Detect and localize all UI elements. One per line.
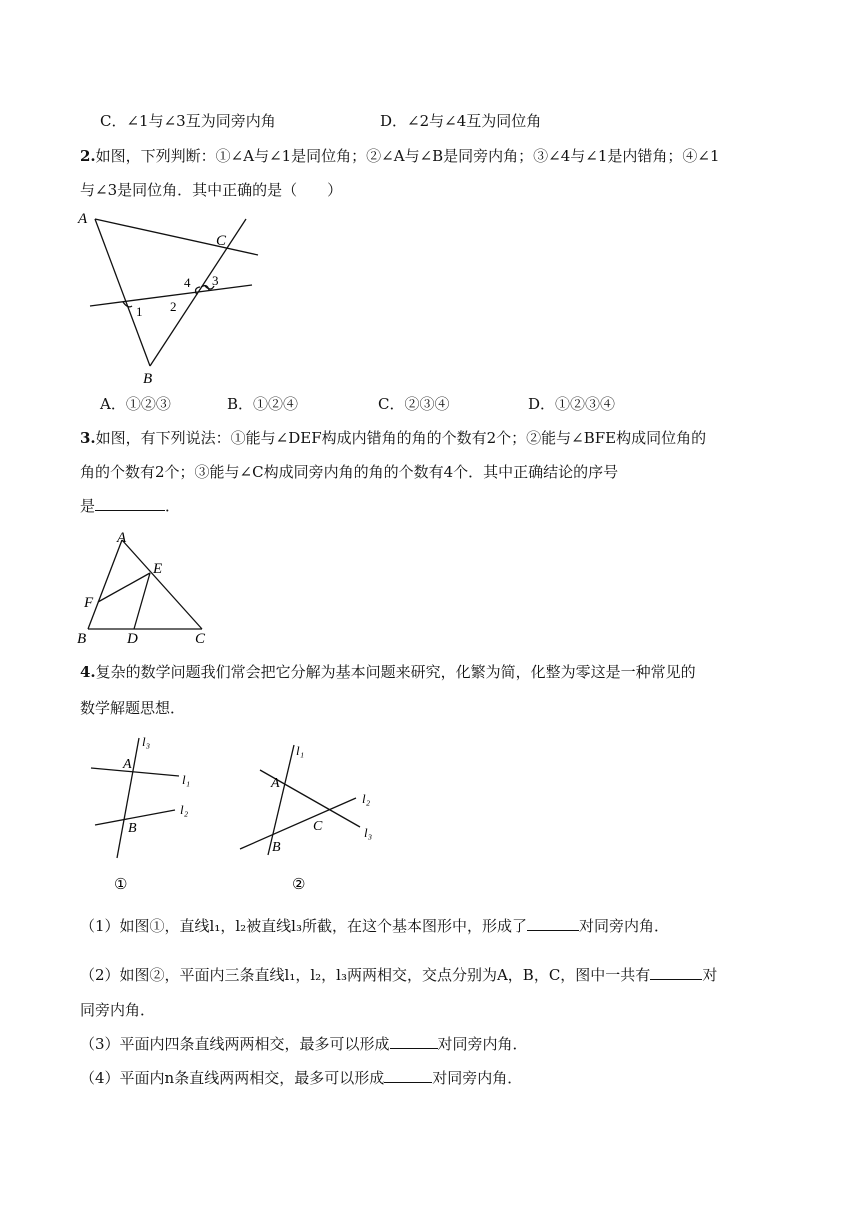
q1-option-d[interactable]: D．∠2与∠4互为同位角 — [380, 112, 542, 130]
q4-text-1: 复杂的数学问题我们常会把它分解为基本问题来研究，化繁为简，化整为零这是一种常见的 — [95, 663, 696, 681]
q2-option-b[interactable]: B．①②④ — [227, 395, 299, 413]
q4-sub3 — [80, 1034, 528, 1054]
q3-number: 3. — [80, 429, 96, 447]
q4-fig1-caption: ① — [114, 877, 128, 893]
q4-fig2-caption: ② — [292, 877, 306, 893]
q3-segment-fe — [98, 573, 150, 602]
q2-label-3: 3 — [212, 273, 219, 288]
q4-sub3-text-post: 对同旁内角． — [437, 1035, 528, 1053]
q4-sub4 — [80, 1068, 522, 1088]
q4-sub2-text-pre: （2）如图②，平面内三条直线l₁，l₂，l₃两两相交，交点分别为A，B，C，图中一共有 — [80, 966, 651, 984]
q4-sub3-text-pre: （3）平面内四条直线两两相交，最多可以形成 — [80, 1035, 390, 1053]
q4-fig1-label-l1: l₁ — [182, 772, 191, 787]
q4-sub3-answer-blank[interactable] — [390, 1034, 438, 1049]
q3-label-e: E — [153, 561, 163, 577]
q4-fig1-label-a: A — [123, 757, 132, 772]
q4-sub1-answer-blank[interactable] — [527, 916, 579, 931]
q3-line-1 — [80, 428, 706, 448]
q2-line-1 — [80, 146, 720, 166]
q3-text-1: 如图，有下列说法：①能与∠DEF构成内错角的角的个数有2个；②能与∠BFE构成同位角的 — [95, 429, 707, 447]
q3-label-a: A — [117, 530, 127, 546]
q2-label-b: B — [143, 371, 153, 385]
q4-sub2-answer-blank[interactable] — [650, 965, 702, 980]
q4-sub1 — [80, 916, 669, 936]
q4-fig2-line-l2 — [240, 798, 356, 849]
q4-figure-2 — [232, 735, 392, 895]
q3-label-c: C — [195, 631, 206, 647]
q4-fig2-label-c: C — [313, 819, 323, 834]
q4-sub4-answer-blank[interactable] — [384, 1068, 432, 1083]
q4-line-1 — [80, 662, 696, 682]
q4-sub1-text-pre: （1）如图①，直线l₁，l₂被直线l₃所截，在这个基本图形中，形成了 — [80, 917, 527, 935]
q4-sub2 — [80, 965, 717, 985]
q2-label-c: C — [216, 233, 227, 249]
q4-figure-1 — [85, 730, 215, 895]
q3-label-d: D — [127, 631, 138, 647]
q4-text-2: 数学解题思想． — [80, 699, 186, 717]
q3-text-3-pre: 是 — [80, 497, 96, 515]
q3-answer-blank[interactable] — [95, 496, 165, 511]
q4-fig1-label-b: B — [128, 821, 137, 836]
q2-line-ab — [95, 219, 150, 366]
q4-fig1-line-l1 — [91, 768, 179, 776]
q4-fig2-line-l1 — [268, 745, 294, 855]
q3-side-ac — [122, 540, 202, 629]
q4-fig2-label-b: B — [272, 840, 281, 855]
q1-option-c[interactable]: C．∠1与∠3互为同旁内角 — [100, 112, 276, 130]
q2-label-2: 2 — [170, 299, 177, 314]
q2-number: 2. — [80, 147, 96, 165]
q2-figure — [70, 205, 270, 385]
q2-option-c[interactable]: C．②③④ — [378, 395, 450, 413]
q4-fig2-label-a: A — [271, 776, 280, 791]
q3-label-b: B — [77, 631, 87, 647]
q2-text-1: 如图，下列判断：①∠A与∠1是同位角；②∠A与∠B是同旁内角；③∠4与∠1是内错角；④∠1 — [95, 147, 720, 165]
q2-label-1: 1 — [136, 304, 143, 319]
q3-line-3 — [80, 496, 180, 516]
q3-figure — [72, 524, 222, 648]
q3-text-3-post: ． — [165, 497, 181, 515]
q4-fig1-line-l3 — [117, 738, 139, 858]
q2-label-a: A — [78, 211, 88, 227]
q4-fig2-label-l1: l₁ — [296, 743, 305, 758]
q3-label-f: F — [84, 595, 94, 611]
q4-sub2-text-post: 对 — [702, 966, 718, 984]
q4-sub4-text-post: 对同旁内角． — [432, 1069, 523, 1087]
q4-fig1-label-l2: l₂ — [180, 802, 189, 817]
q4-sub2-text-line-2: 同旁内角． — [80, 1001, 156, 1019]
q2-option-d[interactable]: D．①②③④ — [528, 395, 616, 413]
q2-label-4: 4 — [184, 275, 191, 290]
q3-side-ab — [88, 540, 122, 629]
q4-sub1-text-post: 对同旁内角． — [578, 917, 669, 935]
q4-fig1-label-l3: l₃ — [142, 734, 151, 749]
q2-text-2: 与∠3是同位角．其中正确的是（ ） — [80, 181, 343, 199]
q3-text-2: 角的个数有2个；③能与∠C构成同旁内角的角的个数有4个．其中正确结论的序号 — [80, 463, 619, 481]
q2-option-a[interactable]: A．①②③ — [100, 395, 171, 413]
q4-fig2-label-l2: l₂ — [362, 791, 371, 806]
q4-sub4-text-pre: （4）平面内n条直线两两相交，最多可以形成 — [80, 1069, 385, 1087]
q4-number: 4. — [80, 663, 96, 681]
q3-segment-ed — [134, 573, 150, 629]
q4-fig2-label-l3: l₃ — [364, 825, 373, 840]
